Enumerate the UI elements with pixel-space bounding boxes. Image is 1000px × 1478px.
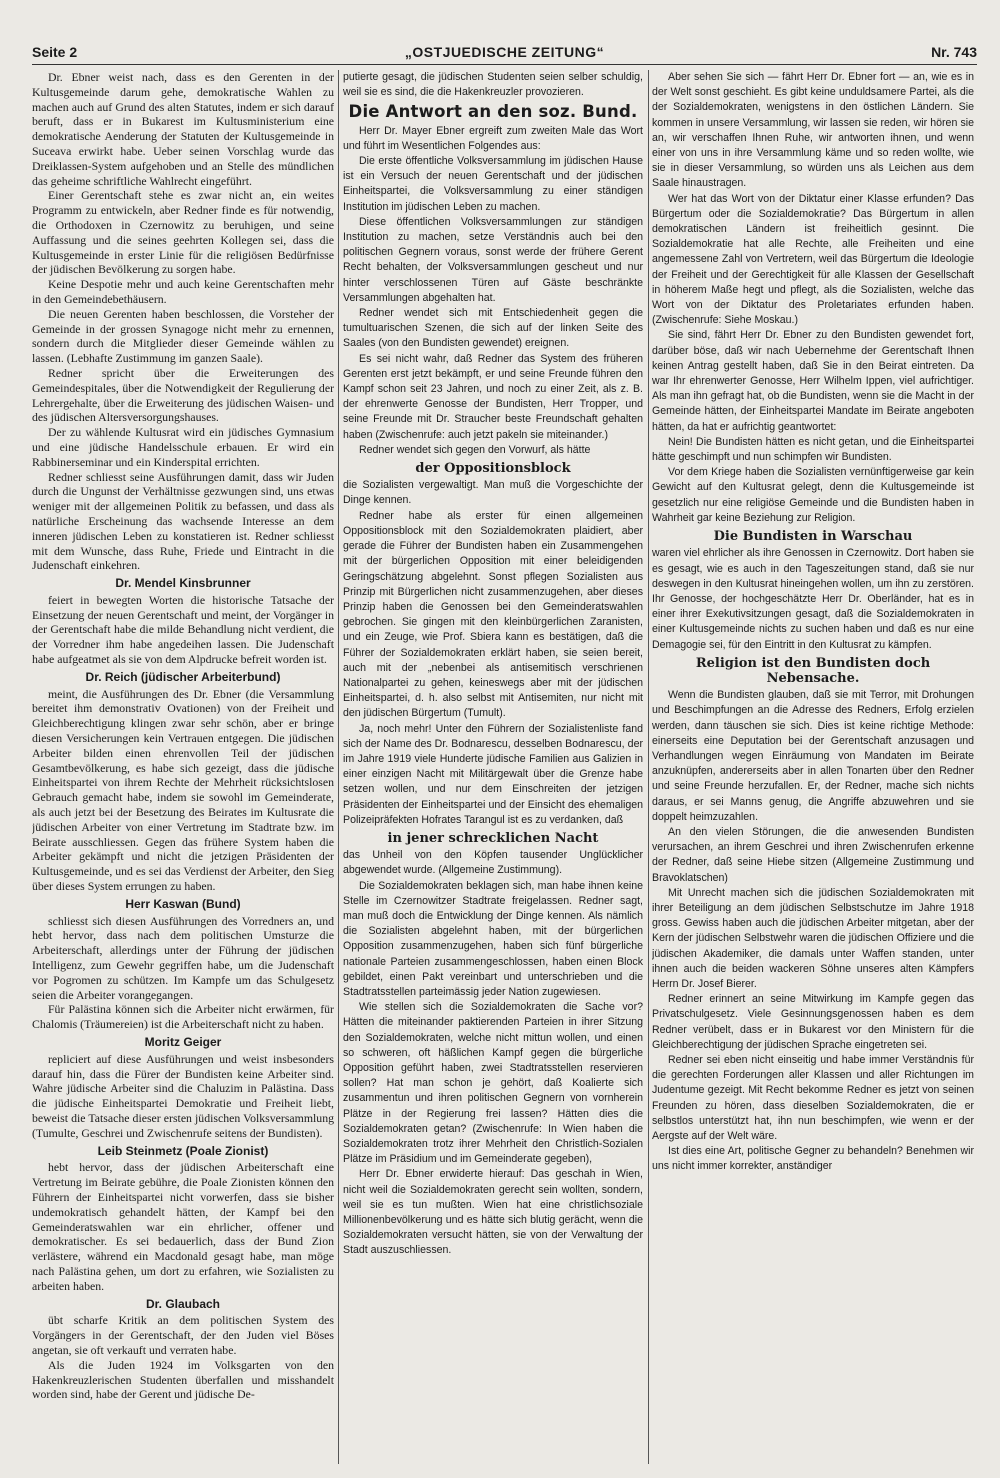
paragraph: meint, die Ausführungen des Dr. Ebner (die Versammlung bereitet ihm demonstrativ Ovationen) von der Freiheit und Gleichberechtigung klingen zwar sehr schön, aber er bringe diesen Versicherungen kein Vertrauen entgegen. Die jüdischen Arbeiter bilden einen ehrenvollen Teil der jüdischen Gesamtbevölkerung, es habe sich gezeigt, dass die jüdische Einheitspartei von ihrem Rechte der Mehrheit rücksichtslosen Gebrauch gemacht habe, indem sie sowohl im Gemeinderate, als auch jetzt bei der Besetzung des Beirates im Kultusrate die jüdischen Arbeiter von einer Vertretung im Stadtrate bzw. im Beirate ausschliessen. Gegen das frühere System haben die Arbeiter gekämpft und nicht die jetzigen Präsidenten der Kultusgemeinde, und es sei das Verdienst der Arbeiter, den Sieg über dieses System errungen zu haben. bbox=[32, 686, 334, 894]
paragraph: Redner wendet sich gegen den Vorwurf, als hätte bbox=[359, 443, 591, 456]
paragraph: Als die Juden 1924 im Volksgarten von den Hakenkreuzlerischen Studenten überfallen und misshandelt worden sind, habe der Gerent und jüdische De- bbox=[32, 1357, 334, 1402]
paragraph: Redner wendet sich mit Entschiedenheit gegen die tumultuarischen Szenen, die sich auf der linken Seite des Saales (von den Bundisten gewendet) ereignen. bbox=[343, 307, 643, 350]
paragraph: das Unheil von den Köpfen tausender Unglücklicher abgewendet wurde. (Allgemeine Zustimmung). bbox=[343, 849, 643, 877]
paragraph: Ja, noch mehr! Unter den Führern der Sozialistenliste fand sich der Name des Dr. Bodnarescu, desselben Bodnarescu, der im Jahre 1919 viele Hunderte jüdische Familien aus Galizien in einer einzigen Nacht mit Militärgewalt über die Grenze habe setzen wollen, und nur dem Einschreiten der jetzigen Präsidenten der Einheitspartei und der Einsicht des ehemaligen Polizeipräfekten Hofrates Tarangul ist es zu verdanken, daß bbox=[343, 722, 643, 826]
speaker-heading: Dr. Mendel Kinsbrunner bbox=[115, 576, 251, 591]
paragraph: Nein! Die Bundisten hätten es nicht getan, und die Einheitspartei hätte geschimpft und nun schimpfen wir Bundisten. bbox=[652, 435, 974, 464]
paragraph: Wie stellen sich die Sozialdemokraten die Sache vor? Hätten die miteinander paktierenden Parteien in ihrer Sitzung den Sozialdemokraten, welche nicht mittun wollen, und einen so schweren, oft häßlichen Kampf gegen die bürgerliche Opposition geführt haben, zwei Stadtratsstellen reservieren sollen? Hat man schon je gehört, daß Koalierte sich zusammentun und ihren politischen Gegnern von vornherein Plätze in der Regierung frei lassen? Hätten dies die Sozialdemokraten getan? (Zwischenrufe: In Wien haben die Sozialdemokraten trotz ihrer Mehrheit den Christlich-Sozialen Plätze im Präsidium und im Gemeinderate gegeben), bbox=[343, 1001, 643, 1166]
paragraph: Redner schliesst seine Ausführungen damit, dass wir Juden durch die Ungunst der Verhältnisse gezwungen sind, uns etwas weniger mit der allgemeinen Politik zu befassen, und dass als natürliche Erscheinung das wachsende Interesse an dem inneren jüdischen Leben zu konstatieren ist. Redner schliesst mit dem Wunsche, dass Ruhe, Friede und Eintracht in die Judenschaft einkehren. bbox=[32, 469, 334, 573]
paragraph: Herr Dr. Ebner erwiderte hierauf: Das geschah in Wien, nicht weil die Sozialdemokraten gerecht sein wollten, sondern, weil sie es tun mußten. Wien hat eine christlichsoziale Millionenbevölkerung und es hätte sich blutig gerächt, wenn die Sozialdemokraten versucht hätten, sie von der Verwaltung der Stadt auszuschliessen. bbox=[343, 1168, 643, 1257]
paragraph: die Sozialisten vergewaltigt. Man muß die Vorgeschichte der Dinge kennen. bbox=[343, 479, 643, 507]
paragraph: Redner erinnert an seine Mitwirkung im Kampfe gegen das Privatschulgesetz. Viele Gesinnungsgenossen haben es dem Redner verübelt, dass er in Bukarest vor den Ministern für die Gleichberechtigung der jüdischen Sprache eingetreten sei. bbox=[652, 993, 974, 1051]
newspaper-title: „OSTJUEDISCHE ZEITUNG“ bbox=[404, 44, 605, 60]
section-headline: Die Antwort an den soz. Bund. bbox=[348, 102, 638, 122]
paragraph: Mit Unrecht machen sich die jüdischen Sozialdemokraten mit ihrer Beteiligung an dem jüdischen Selbstschutze im Jahre 1918 gross. Gewiss haben auch die jüdischen Arbeiter mitgetan, aber der Kern der jüdischen Selbstwehr waren die jüdischen Offiziere und die jüdischen Akademiker, die damals unter Waffen standen, unter ihnen auch die beiden wackeren Söhne unseres alten Kämpfers Herrn Dr. Josef Bierer. bbox=[652, 886, 974, 990]
paragraph: Einer Gerentschaft stehe es zwar nicht an, ein weites Programm zu entwickeln, aber Redner finde es für notwendig, die Orthodoxen in Czernowitz zu beruhigen, und seine Auffassung und die seines geehrten Kollegen sei, dass die Kultusgemeinde in erster Linie für die religiösen Bedürfnisse der jüdischen Bevölkerung zu sorgen habe. bbox=[32, 188, 334, 277]
speaker-heading: Herr Kaswan (Bund) bbox=[125, 896, 241, 911]
paragraph: Aber sehen Sie sich — fährt Herr Dr. Ebner fort — an, wie es in der Welt sonst geschieht. Es gibt keine unduldsamere Partei, als die der Sozialdemokraten, wenigstens in den östlichen Ländern. Sie kommen in unsere Versammlung, wir lassen sie reden, wir hören sie an, wir verschaffen Ihnen Ruhe, wir antworten ihnen, und wenn einer von uns in ihre Versammlung käme und so reden wollte, wie sie in dieser Versammlung, so würden uns als Leichen aus dem Saale hinaustragen. bbox=[652, 71, 974, 190]
column-divider bbox=[648, 70, 649, 1464]
column-divider bbox=[338, 70, 339, 1464]
column-2 bbox=[343, 70, 643, 1464]
page-number: Seite 2 bbox=[32, 44, 78, 60]
paragraph: Keine Despotie mehr und auch keine Gerentschaften mehr in den Gemeindebethäusern. bbox=[32, 277, 334, 306]
paragraph: Redner sei eben nicht einseitig und habe immer Verständnis für die gerechten Forderungen aller Klassen und aller Richtungen im Judentume gezeigt. Mit Recht bekomme Redner es jetzt von seinen Freunden zu hören, dass dieselben Sozialdemokraten, die er selbstlos unterstützt hat, ihn nun beschimpfen, wie wenn er der Aergste auf der Welt wäre. bbox=[652, 1054, 974, 1143]
speaker-heading: Dr. Reich (jüdischer Arbeiterbund) bbox=[85, 669, 281, 684]
paragraph: hebt hervor, dass der jüdischen Arbeiterschaft eine Vertretung im Beirate gebühre, die Poale Zionisten können den Führern der Einheitspartei nicht vorwerfen, dass sie bisher undemokratisch gehandelt hätten, der Kampf bei den Gemeinderatswahlen war ein ehrlicher, offener und demokratischer. Es sei bedauerlich, dass der Bund Zion verlästere, während ein Macdonald gesagt habe, man möge nach Palästina gehen, um dort zu erfahren, wie Sozialisten zu arbeiten haben. bbox=[32, 1160, 334, 1293]
column-3 bbox=[652, 70, 974, 1464]
subheading: der Oppositionsblock bbox=[415, 461, 571, 477]
paragraph: Für Palästina können sich die Arbeiter nicht erwärmen, für Chalomis (Träumereien) ist die Arbeiterschaft nicht zu haben. bbox=[32, 1002, 334, 1032]
speaker-heading: Leib Steinmetz (Poale Zionist) bbox=[97, 1143, 269, 1158]
paragraph: übt scharfe Kritik an dem politischen System des Vorgängers in der Gerentschaft, der den Juden viel Böses angetan, sie oft verkauft und verraten habe. bbox=[32, 1313, 334, 1357]
speaker-heading: Dr. Glaubach bbox=[145, 1296, 221, 1311]
paragraph: Dr. Ebner weist nach, dass es den Gerenten in der Kultusgemeinde darum gehe, demokratische Wahlen zu machen auch auf Grund des alten Statutes, indem er sich darauf beruft, dass er in Bukarest im Kultusministerium eine demokratische Aenderung der Statuten der Kultusgemeinde in Suceava erwirkt habe. Ueber seinen Vorschlag wurde das Dreiklassen-System aufgehoben und an Stelle des mündlichen das geheime schriftliche Wahlrecht eingeführt. bbox=[32, 70, 334, 188]
paragraph: Herr Dr. Mayer Ebner ergreift zum zweiten Male das Wort und führt im Wesentlichen Folgendes aus: bbox=[343, 124, 643, 152]
paragraph: Redner habe als erster für einen allgemeinen Oppositionsblock mit den Sozialdemokraten plaidiert, aber gerade die Führer der Bundisten haben ein Zusammengehen mit der bürgerlichen Opposition mit einer beleidigenden Geringschätzung abgelehnt. Sonst pflegen Sozialisten aus Prinzip mit Bürgerlichen nicht zusammenzugehen, aber dieses Prinzip haben die Genossen bei den Gemeinderatswahlen gebrochen. Sie gingen mit den kleinbürgerlichen Zaranisten, und ein Zeuge, wie Prof. Sbiera kann es bestätigen, daß die Führer der Sozialdemokraten erklärt haben, sie seien bereit, auch mit der „nebenbei als antisemitisch verschrienen Nationalpartei zu gehen, keineswegs aber mit der jüdischen Einheitspartei, d. h. also selbst mit Antisemiten, nur nicht mit den jüdischen Bürgertum (Tumult). bbox=[343, 509, 643, 720]
paragraph: Die neuen Gerenten haben beschlossen, die Vorsteher der Gemeinde in der grossen Synagoge nicht mehr zu ernennen, sondern durch die Mitglieder dieser Gemeinde wählen zu lassen. (Lebhafte Zustimmung im ganzen Saale). bbox=[32, 306, 334, 366]
issue-number: Nr. 743 bbox=[931, 44, 977, 60]
paragraph: Ist dies eine Art, politische Gegner zu behandeln? Benehmen wir uns nicht immer korrekter, anständiger bbox=[652, 1145, 974, 1173]
paragraph: Die Sozialdemokraten beklagen sich, man habe ihnen keine Stelle im Czernowitzer Stadtrate freigelassen. Redner sagt, man muß doch die Entwicklung der Dinge kennen. Als nämlich die Sozialisten abgelehnt haben, mit der bürgerlichen Opposition zusammenzugehen, haben sich fünf bürgerliche nationale Parteien zusammengeschlossen, haben einen Block gebildet, einen Pakt vereinbart und unterschrieben und die Stadtratsstellen parteimässig jeder Nation zugewiesen. bbox=[343, 879, 643, 998]
paragraph: feiert in bewegten Worten die historische Tatsache der Einsetzung der neuen Gerentschaft und meint, der Vorgänger in der Gerentschaft habe die milde Behandlung nicht verdient, die der Vorredner ihm habe angedeihen lassen. Die Judenschaft habe aufgeatmet als sie von dem Alpdrucke befreit worden ist. bbox=[32, 592, 334, 667]
subheading: Religion ist den Bundisten doch Nebensache. bbox=[695, 655, 931, 686]
subheading: Die Bundisten in Warschau bbox=[713, 529, 913, 545]
paragraph: putierte gesagt, die jüdischen Studenten seien selber schuldig, weil sie es sind, die die Hakenkreuzler provozieren. bbox=[343, 71, 643, 99]
paragraph: schliesst sich diesen Ausführungen des Vorredners an, und hebt hervor, dass nach dem politischen Umsturze die Arbeiterschaft, allerdings unter der Führung der jüdischen Intelligenz, zum Gewehr gegriffen habe, um die Judenschaft vor Pogromen zu schützen. Im Kampfe um das Schulgesetz seien die Arbeiter vorangegangen. bbox=[32, 913, 334, 1002]
paragraph: Die erste öffentliche Volksversammlung im jüdischen Hause ist ein Versuch der neuen Gerentschaft und der jüdischen Einheitspartei, die Volksversammlung zu einer ständigen Institution im jüdischen Leben zu machen. bbox=[343, 155, 643, 213]
paragraph: Redner spricht über die Erweiterungen des Gemeindespitales, über die Notwendigkeit der Regulierung der Lehrergehalte, über die Erweiterung des jüdischen Waisen- und des jüdischen Altersversorgungshauses. bbox=[32, 365, 334, 425]
paragraph: Sie sind, fährt Herr Dr. Ebner zu den Bundisten gewendet fort, darüber böse, daß wir nach Uebernehme der Gerentschaft Ihnen keinen Antrag gestellt haben, daß Sie in den Beirat eintreten. Da war Ihr ehrenwerter Genosse, Herr Wilhelm Ippen, viel aufrichtiger. Als man ihn gefragt hat, ob die Bundisten, wenn sie die Macht in der Gemeinde hätten, der Einheitspartei Mandate im Beirate angeboten hätten, da hat er aufrichtig geantwortet: bbox=[652, 329, 974, 433]
paragraph: waren viel ehrlicher als ihre Genossen in Czernowitz. Dort haben sie es gesagt, wie es auch in den Tageszeitungen stand, daß sie nur deswegen in den Kultusrat hineingehen wollen, um ihn zu zerstören. Ihr Genosse, der hochgeschätzte Herr Dr. Oberländer, hat es in einer ihrer Exekutivsitzungen gesagt, daß die Sozialdemokraten in einer Kultusgemeinde nichts zu suchen haben und daß es nur eine Demagogie sei, für den Eintritt in den Kultusrat zu kämpfen. bbox=[652, 547, 974, 651]
paragraph: Vor dem Kriege haben die Sozialisten vernünftigerweise gar kein Gewicht auf den Kultusrat gelegt, denn die Kultusgemeinde ist gesetzlich nur eine religiöse Gemeinde und die Bundisten haben in Wahrheit gar keine Beziehung zur Religion. bbox=[652, 466, 974, 524]
subheading: in jener schrecklichen Nacht bbox=[387, 830, 599, 846]
paragraph: Diese öffentlichen Volksversammlungen zur ständigen Institution zu machen, setze Verständnis auch bei den politischen Gegnern voraus, sonst werde der frühere Gerent Recht behalten, der Volksversammlungen gescheut und nur hinter verschlossenen Türen auf Gäste beschränkte Versammlungen abgehalten hat. bbox=[343, 215, 643, 304]
paragraph: An den vielen Störungen, die die anwesenden Bundisten verursachen, an ihrem Geschrei und ihren Zwischenrufen erkenne der Redner, daß seine Hiebe sitzen (Allgemeine Zustimmung und Bravoklatschen) bbox=[652, 825, 974, 884]
page-header bbox=[32, 38, 977, 65]
column-1 bbox=[32, 70, 334, 1464]
paragraph: Der zu wählende Kultusrat wird ein jüdisches Gymnasium und eine jüdische Handelsschule erbauen. Er wird ein Rabbinerseminar und ein Kinderspital errichten. bbox=[32, 425, 334, 469]
paragraph: repliciert auf diese Ausführungen und weist insbesonders darauf hin, dass die Fürer der Bundisten keine Arbeiter sind. Wahre jüdische Arbeiter sind die Chaluzim in Palästina. Dass die jüdische Einheitspartei Demokratie und Freiheit liebt, beweist die Tatsache dieser ersten jüdischen Volksversammlung (Tumulte, Geschrei und Zwischenrufe seitens der Bundisten). bbox=[32, 1051, 334, 1140]
paragraph: Es sei nicht wahr, daß Redner das System des früheren Gerenten erst jetzt bekämpft, er und seine Freunde führen den Kampf schon seit 23 Jahren, und noch zu einer Zeit, als z. B. der ehrenwerte Genosse der Bundisten, Herr Tropper, und seine Freunde mit Dr. Straucher beste Freundschaft gehalten haben (Zwischenrufe: auch jetzt pakeln sie miteinander.) bbox=[343, 352, 643, 441]
paragraph: Wenn die Bundisten glauben, daß sie mit Terror, mit Drohungen und Beschimpfungen an die Adresse des Redners, Erfolg erzielen werden, dann täuschen sie sich. Dies ist keine richtige Methode: einerseits eine Deputation bei der Gerentschaft anzusagen und Verhandlungen wegen Einräumung von Mandaten im Beirate anzuknüpfen, andererseits aber in allen Tonarten über den Redner und seine Freunde herzufallen. Er, der Redner, mache sich nichts daraus, er sei Manns genug, die Angriffe abzuwehren und sie doppelt heimzuzahlen. bbox=[652, 689, 974, 823]
speaker-heading: Moritz Geiger bbox=[144, 1035, 222, 1049]
paragraph: Wer hat das Wort von der Diktatur einer Klasse erfunden? Das Bürgertum oder die Sozialdemokratie? Das Bürgertum in allen demokratischen Ländern ist freiheitlich gesinnt. Die Sozialdemokratie hat alle Rechte, alle Freiheiten und eine angemessene Zahl von Vertretern, weil das Bürgertum die Ideologie der Freiheit und der Gerechtigkeit für alle Klassen der Gesellschaft in höherem Maße hegt und pflegt, als die Sozialisten, welche das Wort von der Diktatur des Proletariates erfunden haben. (Zwischenrufe: Siehe Moskau.) bbox=[652, 192, 974, 327]
